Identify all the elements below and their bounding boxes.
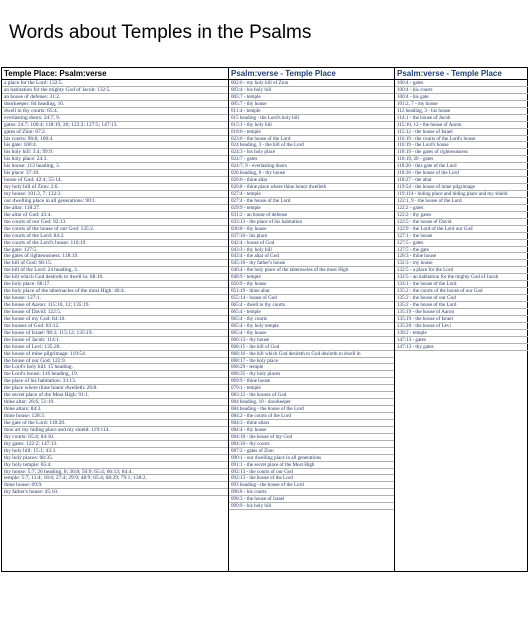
table-cell: 027:4 - the house of the Lord <box>229 198 395 205</box>
table-cell: the house of our God: 122:9. <box>2 358 228 365</box>
table-cell: 099:9 - his holy hill <box>229 503 395 510</box>
table-cell: 024:3 - his holy place <box>229 149 395 156</box>
table-cell: 031:2 - an house of defense <box>229 212 395 219</box>
table-cell: a place for the Lord: 132:5. <box>2 80 228 87</box>
table-cell: his courts: 96:8; 100:4. <box>2 136 228 143</box>
table-cell: 002:6 - my holy hill of Zion <box>229 80 395 87</box>
table-cell: 079:1 - temple <box>229 385 395 392</box>
table-cell: 037:10 - his place <box>229 233 395 240</box>
table-cell: 029:9 - temple <box>229 205 395 212</box>
table-cell: 084 heading - the house of the Lord <box>229 406 395 413</box>
table-cell: the house of mine pilgrimage: 119:54. <box>2 351 228 358</box>
table-cell: the holy place of the tabernacles of the most High: 46:4. <box>2 288 228 295</box>
table-cell: 096:8 - his courts <box>229 489 395 496</box>
table-cell: thy holy temple: 65:4. <box>2 462 228 469</box>
table-cell: 116:19 - the Lord's house <box>395 142 528 149</box>
temple-words-table <box>1 67 528 572</box>
table-cell: 135:2 - the house of the Lord <box>395 302 528 309</box>
column-psalm-verse-b <box>394 68 528 571</box>
table-cell: the Lord's holy hill: 15 heading. <box>2 364 228 371</box>
table-cell: my holy hill of Zion: 2:6. <box>2 184 228 191</box>
table-cell: his gate: 100:4. <box>2 142 228 149</box>
table-cell: the courts of the Lord: 84:2. <box>2 233 228 240</box>
table-cell: 092:13 - the courts of our God <box>229 469 395 476</box>
table-cell: 118:19 - the gates of righteousness <box>395 149 528 156</box>
table-cell: 026:8 - thine place where thine honor dwelleth <box>229 184 395 191</box>
table-cell: the Lord's house: 116 heading, 19. <box>2 371 228 378</box>
table-cell: his place: 37:10. <box>2 170 228 177</box>
table-cell: 024:7, 9 - everlasting doors <box>229 163 395 170</box>
table-cell: 122:5 - the house of David <box>395 219 528 226</box>
table-cell: 083:12 - the houses of God <box>229 392 395 399</box>
table-cell: 100:4 - his gate <box>395 94 528 101</box>
column-rows <box>2 80 228 496</box>
table-cell: 065:4 - thy house <box>229 330 395 337</box>
table-cell: 084:10 - the house of my God <box>229 434 395 441</box>
table-cell: 128:3 - thine house <box>395 253 528 260</box>
table-cell: 134:1 - the house of the Lord <box>395 281 528 288</box>
table-cell: the house of my God: 84:10. <box>2 316 228 323</box>
table-cell: 119:54 - the house of mine pilgrimage <box>395 184 528 191</box>
table-cell: thy father's house: 45:10. <box>2 489 228 496</box>
table-cell: the house of Levi: 135:20. <box>2 344 228 351</box>
column-rows <box>395 80 528 351</box>
table-cell: 132:5 - a place for the Lord <box>395 267 528 274</box>
column-header: Psalm:verse - Temple Place <box>395 68 528 80</box>
table-cell: 100:4 - gates <box>395 80 528 87</box>
table-cell: the courts of our God: 92:13. <box>2 219 228 226</box>
table-cell: 065:4 - thy courts <box>229 316 395 323</box>
table-cell: the house of David: 122:5. <box>2 309 228 316</box>
table-cell: 036:8 - thy house <box>229 226 395 233</box>
table-cell: 112 heading, 3 - his house <box>395 108 528 115</box>
table-cell: the secret place of the Most High: 91:1. <box>2 392 228 399</box>
column-temple-place <box>2 68 228 571</box>
page-title: Words about Temples in the Psalms <box>9 22 312 43</box>
table-cell: 118:27 - the altar <box>395 177 528 184</box>
table-cell: thy gates: 122:2; 147:13. <box>2 441 228 448</box>
table-cell: thy holy hill: 15:1; 43:3. <box>2 448 228 455</box>
table-cell: 119:114 - hiding place and hiding place and my shield <box>395 191 528 198</box>
table-cell: 023:6 - the house of the Lord <box>229 136 395 143</box>
table-cell: the house of Israel: 98:3; 115:12; 135:19. <box>2 330 228 337</box>
table-cell: the hill which God desireth to dwell in: 68:16. <box>2 274 228 281</box>
table-cell: thine altar: 26:6; 51:19. <box>2 399 228 406</box>
table-cell: 066:13 - thy house <box>229 337 395 344</box>
table-cell: the holy place: 68:17. <box>2 281 228 288</box>
table-cell: 100:4 - his courts <box>395 87 528 94</box>
table-cell: 127:5 - gates <box>395 240 528 247</box>
table-cell: 042:4 - house of God <box>229 240 395 247</box>
table-cell: 068:17 - the holy place <box>229 358 395 365</box>
table-cell: thou art my hiding place and my shield: 119:114. <box>2 427 228 434</box>
table-cell: 046:4 - the holy place of the tabernacles of the most High <box>229 267 395 274</box>
table-cell: 005:7 - thy house <box>229 101 395 108</box>
table-cell: 122:2 - gates <box>395 205 528 212</box>
table-cell: 135:19 - the house of Israel <box>395 316 528 323</box>
table-cell: 024 heading, 3 - the hill of the Lord <box>229 142 395 149</box>
table-cell: 115:12 - the house of Israel <box>395 129 528 136</box>
table-cell: 068:35 - thy holy places <box>229 371 395 378</box>
table-cell: thy courts: 65:4; 84:10. <box>2 434 228 441</box>
table-cell: the house of Aaron: 115:10, 12; 135:19. <box>2 302 228 309</box>
table-cell: 043:4 - the altar of God <box>229 253 395 260</box>
table-cell: doorkeeper: 84 heading, 10. <box>2 101 228 108</box>
table-cell: the place where thine honor dwelleth: 26:8. <box>2 385 228 392</box>
table-cell: 118:20 - this gate of the Lord <box>395 163 528 170</box>
table-cell: the courts of the Lord's house: 116:19. <box>2 240 228 247</box>
table-cell: an house of defense: 31:2. <box>2 94 228 101</box>
table-cell: our dwelling place in all generations: 90:1. <box>2 198 228 205</box>
table-cell: 065:4 - dwell in thy courts <box>229 302 395 309</box>
table-cell: the hill of God: 68:15. <box>2 260 228 267</box>
table-cell: gates of Zion: 87:2. <box>2 129 228 136</box>
table-cell: 087:2 - gates of Zion <box>229 448 395 455</box>
table-cell: 084:3 - thine altars <box>229 420 395 427</box>
table-cell: the gate of the Lord: 118:20. <box>2 420 228 427</box>
table-cell: 033:13 - the place of his habitation <box>229 219 395 226</box>
table-cell: thine altars: 84:3. <box>2 406 228 413</box>
table-cell: his holy hill: 3:4; 99:9. <box>2 149 228 156</box>
table-cell: 068:16 - the hill which God desireth to God desireth to dwell in <box>229 351 395 358</box>
table-cell: 116:19 - the courts of the Lord's house <box>395 136 528 143</box>
table-cell: my house: 101:2, 7; 132:3. <box>2 191 228 198</box>
table-cell: 055:14 - house of God <box>229 295 395 302</box>
table-cell: 127:1 - the house <box>395 233 528 240</box>
table-cell: 122:1, 9 - the house of the Lord <box>395 198 528 205</box>
table-cell: the houses of God: 83:12. <box>2 323 228 330</box>
table-cell: his house: 112 heading, 3. <box>2 163 228 170</box>
table-cell: the altar of God: 43:4. <box>2 212 228 219</box>
table-cell: the house of Jacob: 114:1. <box>2 337 228 344</box>
table-cell: 015:1 - thy holy hill <box>229 122 395 129</box>
table-cell: 084:4 - thy house <box>229 427 395 434</box>
column-header: Temple Place: Psalm:verse <box>2 68 228 80</box>
table-cell: the hill of the Lord: 24 heading, 3. <box>2 267 228 274</box>
table-cell: dwell in thy courts: 65:4. <box>2 108 228 115</box>
table-cell: thy house: 5:7; 26 heading, 8; 36:8; 50:9; 65:4; 66:13; 84:4. <box>2 469 228 476</box>
table-cell: 065:4 - thy holy temple <box>229 323 395 330</box>
table-cell: the altar: 118:27. <box>2 205 228 212</box>
table-cell: 147:13 - thy gates <box>395 344 528 351</box>
table-cell: 045:10 - thy father's house <box>229 260 395 267</box>
table-cell: temple: 5:7; 11:4; 18:6; 27:4; 29:9; 48:9; 65:4; 68:29; 79:1; 138:2. <box>2 475 228 482</box>
table-cell: 135:2 - the courts of the house of our God <box>395 288 528 295</box>
table-cell: 114:1 - the house of Jacob <box>395 115 528 122</box>
table-cell: his holy place: 24:3. <box>2 156 228 163</box>
table-cell: 018:6 - temple <box>229 129 395 136</box>
table-cell: 091:1 - the secret place of the Most High <box>229 462 395 469</box>
table-cell: gates: 24:7; 100:4; 118:19, 20; 122:2; 127:5; 147:13. <box>2 122 228 129</box>
table-cell: 048:9 - temple <box>229 274 395 281</box>
table-cell: 027:4 - temple <box>229 191 395 198</box>
table-cell: 122:2 - thy gates <box>395 212 528 219</box>
table-cell: 135:2 - the house of our God <box>395 295 528 302</box>
table-cell: 101:2, 7 - my house <box>395 101 528 108</box>
column-rows <box>229 80 395 510</box>
table-cell: the gate: 127:5. <box>2 247 228 254</box>
table-cell: 065:4 - temple <box>229 309 395 316</box>
table-cell: the courts of the house of our God: 135:2. <box>2 226 228 233</box>
table-cell: 093 heading - the house of the Lord <box>229 482 395 489</box>
table-cell: 084 heading, 10 - doorkeeper <box>229 399 395 406</box>
column-psalm-verse-a <box>228 68 395 571</box>
table-cell: 068:29 - temple <box>229 364 395 371</box>
table-cell: 132:5 - an habitation for the mighty God of Jacob <box>395 274 528 281</box>
table-cell: 026 heading, 8 - thy house <box>229 170 395 177</box>
table-cell: 068:15 - the hill of God <box>229 344 395 351</box>
table-cell: 084:2 - the courts of the Lord <box>229 413 395 420</box>
table-cell: 015 heading - the Lord's holy hill <box>229 115 395 122</box>
table-cell: the house: 127:1. <box>2 295 228 302</box>
table-cell: 090:1 - our dwelling place in all generations <box>229 455 395 462</box>
table-cell: 122:9 - the Lord of the Lord our God <box>395 226 528 233</box>
table-cell: 135:20 - the house of Levi <box>395 323 528 330</box>
table-cell: 043:3 - thy holy hill <box>229 247 395 254</box>
table-cell: 003:4 - his holy hill <box>229 87 395 94</box>
table-cell: 147:13 - gates <box>395 337 528 344</box>
table-cell: the place of his habitation: 33:13. <box>2 378 228 385</box>
table-cell: 005:7 - temple <box>229 94 395 101</box>
table-cell: 026:6 - thine altar <box>229 177 395 184</box>
table-cell: 118:26 - the house of the Lord <box>395 170 528 177</box>
table-cell: 115:10, 12 - the house of Aaron <box>395 122 528 129</box>
table-cell: 132:3 - my house <box>395 260 528 267</box>
table-cell: 051:19 - thine altar <box>229 288 395 295</box>
table-cell: 084:10 - thy courts <box>229 441 395 448</box>
table-cell: 092:13 - the house of the Lord <box>229 475 395 482</box>
table-cell: 024:7 - gates <box>229 156 395 163</box>
table-cell: 127:5 - the gate <box>395 247 528 254</box>
table-cell: 135:19 - the house of Aaron <box>395 309 528 316</box>
table-cell: 011:4 - temple <box>229 108 395 115</box>
table-cell: thy holy places: 68:35. <box>2 455 228 462</box>
table-cell: everlasting doors: 24:7, 9. <box>2 115 228 122</box>
table-cell: house of God: 42:4; 55:14. <box>2 177 228 184</box>
table-cell: the gates of righteousness: 118:19. <box>2 253 228 260</box>
table-cell: an habitation for the mighty God of Jacob: 132:5. <box>2 87 228 94</box>
table-cell: thine house: 128:3. <box>2 413 228 420</box>
column-header: Psalm:verse - Temple Place <box>229 68 395 80</box>
table-cell: 118:19, 20 - gates <box>395 156 528 163</box>
table-cell: 050:9 - thy house <box>229 281 395 288</box>
table-cell: thine house: 69:9. <box>2 482 228 489</box>
table-cell: 098:3 - the house of Israel <box>229 496 395 503</box>
table-cell: 069:9 - thine house <box>229 378 395 385</box>
table-cell: 138:2 - temple <box>395 330 528 337</box>
